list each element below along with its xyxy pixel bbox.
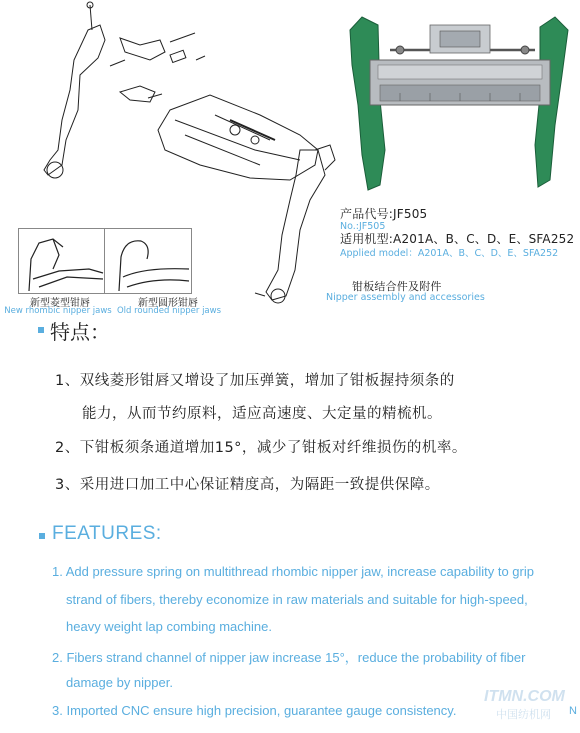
nipper-body xyxy=(158,95,318,180)
rhombic-jaw-figure xyxy=(18,228,106,294)
applied-model-cn: 适用机型:A201A、B、C、D、E、SFA252 xyxy=(340,232,575,246)
features-en-heading: FEATURES: xyxy=(52,523,162,544)
features-cn-item-1-cont: 能力，从而节约原料，适应高速度、大定量的精梳机。 xyxy=(82,406,442,422)
watermark-subtext: 中国纺机网 xyxy=(496,708,551,721)
en-heading-bullet-icon xyxy=(39,533,45,539)
features-en-item-2: 2. Fibers strand channel of nipper jaw increase 15°，reduce the probability of fiber xyxy=(52,650,526,665)
features-en-item-1: 1. Add pressure spring on multithread rhombic nipper jaw, increase capability to grip xyxy=(52,564,534,579)
watermark-logo: ITMN.COM xyxy=(484,688,565,705)
rhombic-jaw-caption-cn: 新型菱型钳唇 xyxy=(30,298,90,309)
rounded-jaw-caption-en: Old rounded nipper jaws xyxy=(116,306,222,316)
cn-heading-bullet-icon xyxy=(38,327,44,333)
left-lever-arm xyxy=(44,25,105,175)
cropped-letter: N xyxy=(569,705,577,717)
features-cn-item-1: 1、双线菱形钳唇又增设了加压弹簧，增加了钳板握持须条的 xyxy=(55,373,455,389)
features-en-item-1-cont-a: strand of fibers, thereby economize in raw materials and suitable for high-speed, xyxy=(66,592,528,607)
features-en-item-2-cont: damage by nipper. xyxy=(66,675,173,690)
rounded-jaw-drawing xyxy=(105,229,191,293)
product-code-en: No.:JF505 xyxy=(340,221,386,232)
features-cn-item-2: 2、下钳板须条通道增加15°，减少了钳板对纤维损伤的机率。 xyxy=(55,440,467,456)
assembly-caption-en: Nipper assembly and accessories xyxy=(326,292,485,303)
rhombic-jaw-caption-en: New rhombic nipper jaws xyxy=(4,306,112,316)
features-en-item-3: 3. Imported CNC ensure high precision, guarantee gauge consistency. xyxy=(52,703,457,718)
features-cn-heading: 特点： xyxy=(50,320,110,344)
nipper-assembly-photo xyxy=(340,5,575,200)
applied-model-en: Applied model：A201A、B、C、D、E、SFA252 xyxy=(340,248,559,259)
features-cn-item-3: 3、采用进口加工中心保证精度高，为隔距一致提供保障。 xyxy=(55,477,440,493)
rhombic-jaw-drawing xyxy=(19,229,105,293)
product-code-cn: 产品代号:JF505 xyxy=(340,207,428,221)
rounded-jaw-figure xyxy=(104,228,192,294)
right-lever-arm xyxy=(266,150,325,300)
rounded-jaw-caption-cn: 新型圆形钳唇 xyxy=(138,298,198,309)
features-en-item-1-cont-b: heavy weight lap combing machine. xyxy=(66,619,272,634)
assembly-caption-cn: 钳板结合件及附件 xyxy=(352,280,442,293)
